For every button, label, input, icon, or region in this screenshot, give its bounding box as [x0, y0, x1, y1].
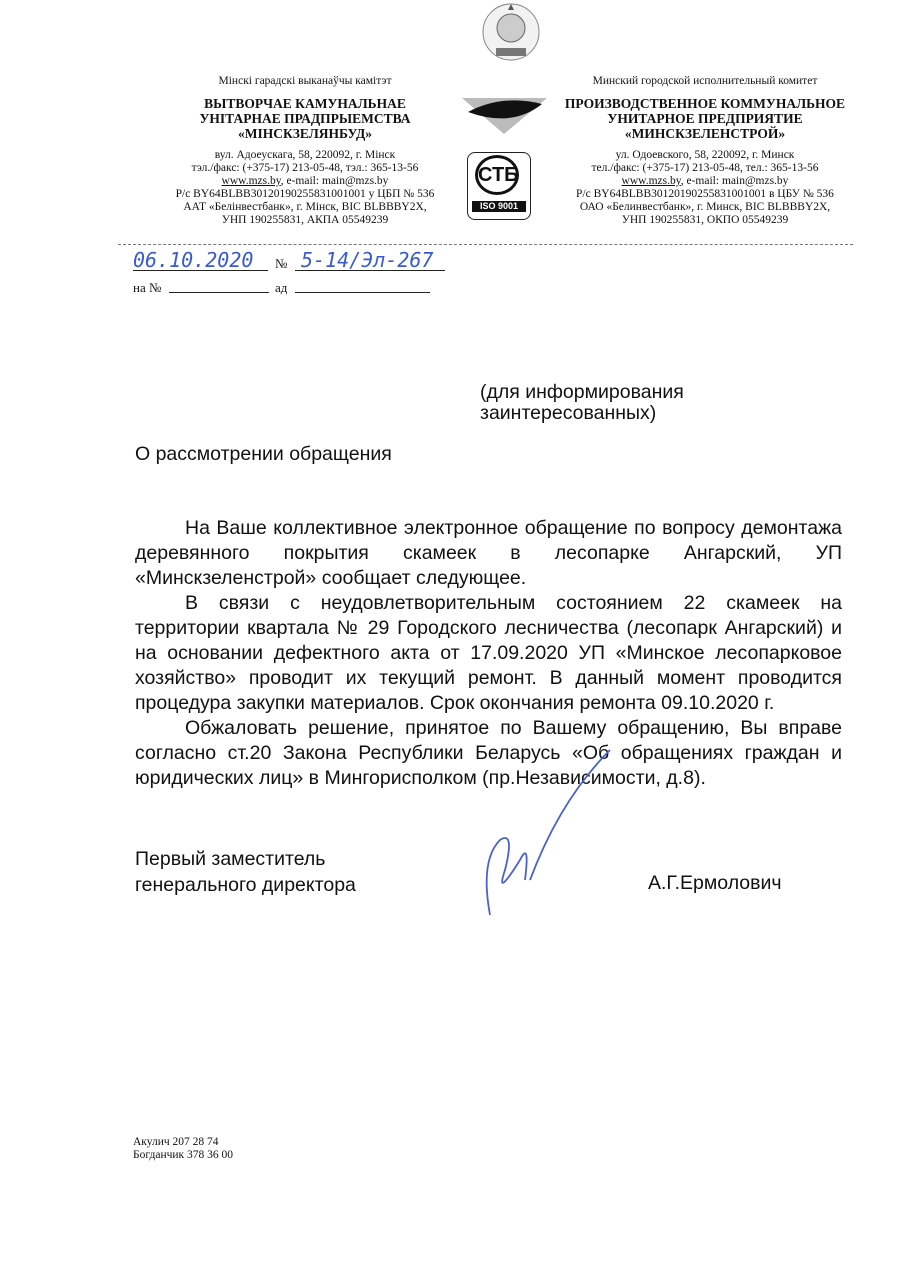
- number-label: №: [275, 256, 288, 271]
- signatory-position: [135, 846, 356, 898]
- bank-by: ААТ «Белінвестбанк», г. Мінск, BIC BLBBBY2X,: [183, 201, 427, 213]
- signatory-name: А.Г.Ермолович: [648, 872, 782, 894]
- header-left: [150, 75, 460, 227]
- account-ru: Р/с BY64BLBB30120190255831001001 в ЦБУ № 536: [576, 188, 834, 200]
- ids-by: УНП 190255831, АКПА 05549239: [221, 214, 389, 226]
- phones-ru: тел./факс: (+375-17) 213-05-48, тел.: 365-13-56: [591, 162, 819, 174]
- addressee-line: (для информирования: [480, 381, 684, 403]
- registration-date: 06.10.2020: [133, 248, 254, 272]
- address-by: вул. Адоеускага, 58, 220092, г. Мінск: [214, 149, 396, 161]
- paragraph: На Ваше коллективное электронное обращение по вопросу демонтажа деревянного покрытия скамеек в лесопарке Ангарский, УП «Минскзеленстрой» сообщает следующее.: [135, 517, 842, 589]
- executor-line: Богданчик 378 36 00: [133, 1149, 234, 1161]
- stb-certification-logo: [467, 152, 531, 220]
- state-emblem-icon: [476, 2, 546, 64]
- executors: [133, 1136, 233, 1162]
- org-name-ru: [550, 96, 860, 141]
- from-label: ад: [275, 280, 288, 295]
- registration-block: [133, 250, 453, 298]
- paragraph: В связи с неудовлетворительным состоянием 22 скамеек на территории квартала № 29 Городского лесничества (лесопарк Ангарский) и на основании дефектного акта от 17.09.2020 УП «Минское лесопарковое хозяйство» проводит их текущий ремонт. В данный момент проводится процедура закупки материалов. Срок окончания ремонта 09.10.2020 г.: [135, 592, 842, 714]
- org-line: УНИТАРНОЕ ПРЕДПРИЯТИЕ: [607, 111, 803, 126]
- org-line: УНІТАРНАЕ ПРАДПРЫЕМСТВА: [199, 111, 411, 126]
- org-name-by: [150, 96, 460, 141]
- header-right: [550, 75, 860, 227]
- leaf-logo-icon: [462, 98, 547, 136]
- addressee-line: заинтересованных): [480, 402, 657, 424]
- position-line: Первый заместитель: [135, 848, 326, 870]
- handwritten-signature-icon: [470, 740, 620, 920]
- iso-label: ISO 9001: [472, 201, 526, 212]
- website-link[interactable]: www.mzs.by: [221, 175, 281, 187]
- position-line: генерального директора: [135, 874, 356, 896]
- committee-by: Мінскі гарадскі выканаўчы камітэт: [218, 75, 392, 87]
- stb-mark: СТБ: [475, 155, 519, 195]
- email: , e-mail: main@mzs.by: [680, 175, 789, 187]
- email: , e-mail: main@mzs.by: [280, 175, 389, 187]
- executor-line: Акулич 207 28 74: [133, 1136, 219, 1148]
- addressee: [480, 382, 684, 424]
- ref-label: на №: [133, 280, 162, 295]
- address-ru: ул. Одоевского, 58, 220092, г. Минск: [615, 149, 795, 161]
- header-divider: [118, 244, 853, 245]
- org-line: «МІНСКЗЕЛЯНБУД»: [237, 126, 373, 141]
- org-line: «МИНСКЗЕЛЕНСТРОЙ»: [624, 126, 786, 141]
- bank-ru: ОАО «Белинвестбанк», г. Минск, BIC BLBBBY2X,: [579, 201, 831, 213]
- paragraph: Обжаловать решение, принятое по Вашему обращению, Вы вправе согласно ст.20 Закона Республики Беларусь «Об обращениях граждан и юридических лиц» в Мингорисполком (пр.Независимости, д.8).: [135, 717, 842, 789]
- org-line: ВЫТВОРЧАЕ КАМУНАЛЬНАЕ: [204, 96, 406, 111]
- committee-ru: Минский городской исполнительный комитет: [592, 75, 818, 87]
- website-link[interactable]: www.mzs.by: [621, 175, 681, 187]
- org-line: ПРОИЗВОДСТВЕННОЕ КОММУНАЛЬНОЕ: [564, 96, 846, 111]
- registration-number: 5-14/Эл-267: [301, 248, 434, 272]
- account-by: Р/с BY64BLBB30120190255831001001 у ЦБП № 536: [175, 188, 435, 200]
- ids-ru: УНП 190255831, ОКПО 05549239: [621, 214, 789, 226]
- subject: О рассмотрении обращения: [135, 443, 392, 465]
- phones-by: тэл./факс: (+375-17) 213-05-48, тэл.: 365-13-56: [191, 162, 419, 174]
